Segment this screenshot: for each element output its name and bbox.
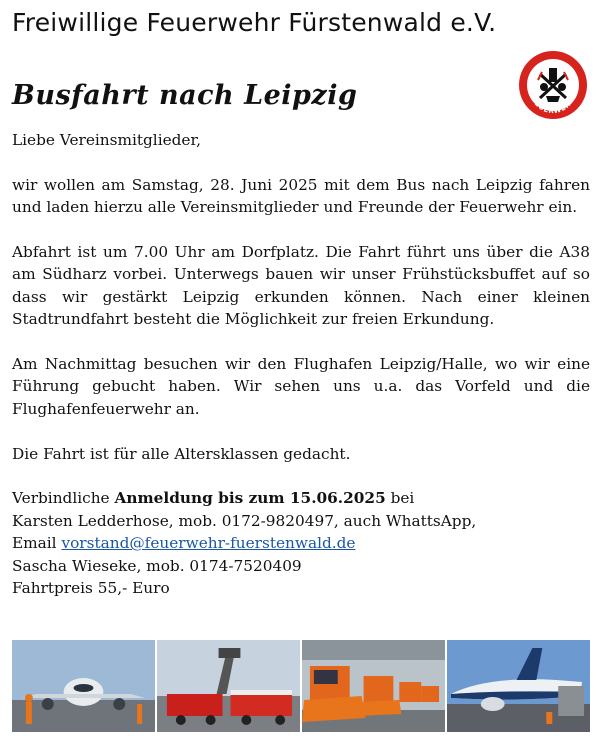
paragraph-departure: Abfahrt ist um 7.00 Uhr am Dorfplatz. Die Fahrt führt uns über die A38 am Südharz vorbei. Unterwegs bauen wir unser Frühstücksbuffet auf so dass wir gestärkt Leipzig erkunden können. Nach einer kleinen Stadtrundfahrt besteht die Möglichkeit zur freien Erkundung. bbox=[12, 243, 590, 329]
headline: Busfahrt nach Leipzig bbox=[12, 80, 358, 111]
paragraph-airport: Am Nachmittag besuchen wir den Flughafen Leipzig/Halle, wo wir eine Führung gebucht haben. Wir sehen uns u.a. das Vorfeld und die Flughafenfeuerwehr an. bbox=[12, 355, 590, 418]
paragraph-invitation: wir wollen am Samstag, 28. Juni 2025 mit dem Bus nach Leipzig fahren und laden hierzu alle Vereinsmitglieder und Freunde der Feuerwehr ein. bbox=[12, 175, 590, 217]
paragraph-age-groups: Die Fahrt ist für alle Altersklassen gedacht. bbox=[12, 444, 351, 463]
registration-deadline: Anmeldung bis zum 15.06.2025 bbox=[114, 489, 386, 508]
letter-body bbox=[12, 129, 590, 599]
fire-brigade-logo bbox=[518, 50, 588, 120]
registration-block bbox=[12, 487, 590, 599]
greeting: Liebe Vereinsmitglieder, bbox=[12, 131, 201, 149]
photo-airplane-marshaller bbox=[12, 640, 155, 732]
price: Fahrtpreis 55,- Euro bbox=[12, 579, 170, 598]
photo-lufthansa-plane bbox=[447, 640, 590, 732]
email-line: Email vorstand@feuerwehr-fuerstenwald.de bbox=[12, 534, 356, 553]
contact-sascha: Sascha Wieseke, mob. 0174-7520409 bbox=[12, 556, 302, 575]
email-link[interactable]: vorstand@feuerwehr-fuerstenwald.de bbox=[61, 534, 356, 553]
photo-snow-ploughs bbox=[302, 640, 445, 732]
registration-line: Verbindliche Anmeldung bis zum 15.06.2025 bei bbox=[12, 489, 415, 508]
photo-strip bbox=[12, 640, 590, 732]
photo-fire-trucks bbox=[157, 640, 300, 732]
organization-title: Freiwillige Feuerwehr Fürstenwald e.V. bbox=[12, 8, 497, 37]
svg-text:FEUERWEHR: FEUERWEHR bbox=[529, 95, 577, 116]
contact-karsten: Karsten Ledderhose, mob. 0172-9820497, auch WhattsApp, bbox=[12, 511, 477, 530]
